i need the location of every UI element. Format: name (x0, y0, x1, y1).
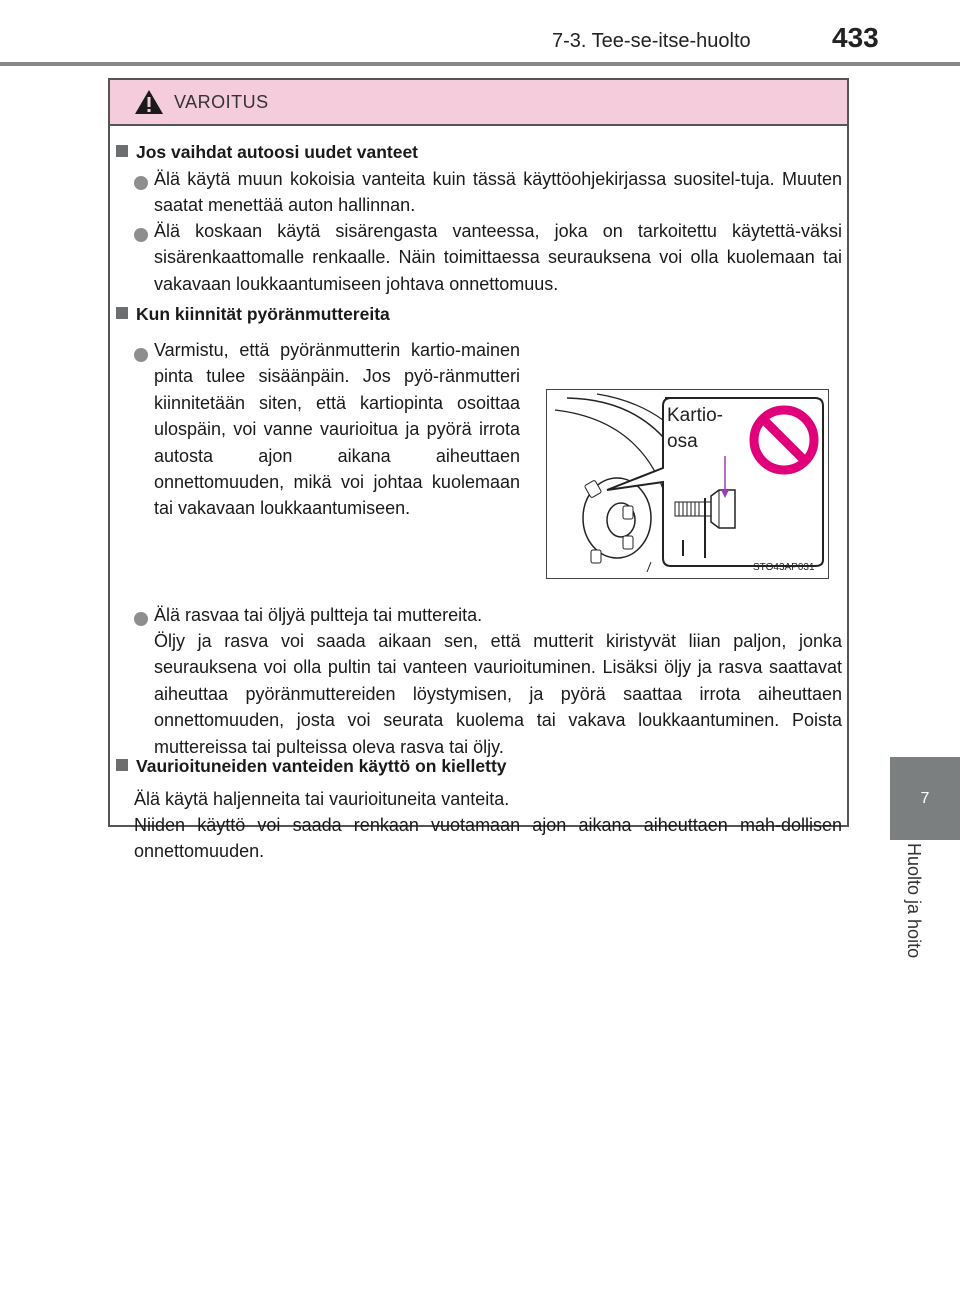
warning-header (110, 80, 847, 126)
bullet-dot-icon (134, 612, 148, 626)
bullet-text: Älä käytä muun kokoisia vanteita kuin tässä käyttöohjekirjassa suositel-tuja. Muuten saatat menettää auton hallinnan. (154, 169, 842, 216)
section-heading (116, 756, 507, 777)
bullet-dot-icon (134, 228, 148, 242)
section-heading (116, 304, 390, 325)
chapter-tab: 7 (890, 757, 960, 840)
page-number: 433 (832, 22, 879, 53)
bullet-text-continued: Öljy ja rasva voi saada aikaan sen, että mutterit kiristyvät liian paljon, jonka seurauksena voi olla pultin tai vanteen vaurioituminen. Lisäksi öljy ja rasva saattavat aiheuttaa pyöränmuttereiden löystymisen, ja pyörä saattaa irrota aiheuttaen onnettomuuden, josta voi seurata kuolema tai vakava loukkaantuminen. Poista muttereissa tai pulteissa oleva rasva tai öljy. (154, 631, 842, 757)
square-bullet-icon (116, 759, 128, 771)
section-heading-text: Jos vaihdat autoosi uudet vanteet (136, 142, 418, 162)
section-heading-text: Vaurioituneiden vanteiden käyttö on kielletty (136, 756, 507, 776)
section-title: 7-3. Tee-se-itse-huolto (552, 30, 751, 52)
bullet-text: Varmistu, että pyöränmutterin kartio-mainen pinta tulee sisäänpäin. Jos pyö-ränmutteri kiinnitetään siten, että kartiopinta osoittaa ulospäin, voi vanne vaurioitua ja pyörä irrota autosta ajon aikana aiheuttaen onnettomuuden, mikä voi johtaa kuolemaan tai vakavaan loukkaantumiseen. (154, 340, 520, 519)
section-heading-text: Kun kiinnität pyöränmuttereita (136, 304, 390, 324)
bullet-text: Älä rasvaa tai öljyä pultteja tai muttereita. (154, 605, 483, 625)
body-text: Älä käytä haljenneita tai vaurioituneita vanteita. (134, 789, 510, 809)
square-bullet-icon (116, 145, 128, 157)
body-text: Niiden käyttö voi saada renkaan vuotamaan ajon aikana aiheuttaen mah-dollisen onnettomuuden. (134, 815, 842, 862)
warning-box (108, 78, 849, 862)
header-rule (0, 62, 960, 66)
chapter-label: Huolto ja hoito (904, 843, 924, 959)
callout-label-line1: Kartio- (667, 405, 723, 426)
callout-label-line2: osa (667, 431, 698, 452)
section-heading (116, 142, 418, 163)
bullet-dot-icon (134, 348, 148, 362)
wheel-nut-figure (546, 389, 829, 579)
figure-code: STO43AP031 (753, 562, 815, 573)
bullet-dot-icon (134, 176, 148, 190)
bullet-text: Älä koskaan käytä sisärengasta vanteessa, joka on tarkoitettu käytettä-väksi sisärenkaattomalle renkaalle. Näin toimittaessa seurauksena voi olla kuolemaan tai vakavaan loukkaantumiseen johtava onnettomuus. (154, 221, 842, 294)
warning-title: VAROITUS (174, 91, 269, 112)
square-bullet-icon (116, 307, 128, 319)
page-header (0, 0, 960, 70)
warning-triangle-icon (134, 89, 164, 115)
